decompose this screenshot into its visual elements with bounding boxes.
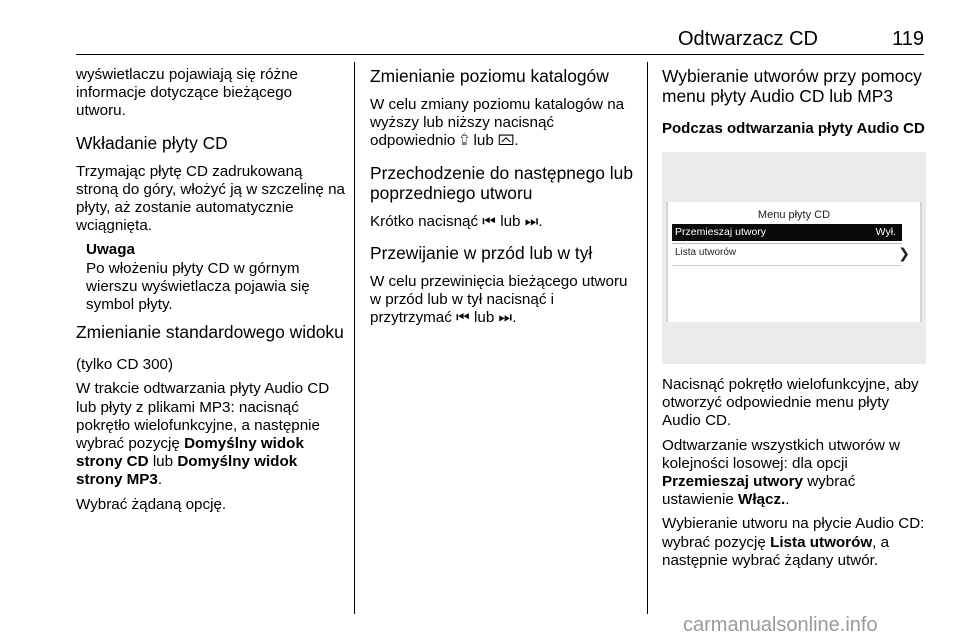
note-text: Po włożeniu płyty CD w górnym wierszu wyświetlacza pojawia się symbol płyty. [86, 259, 310, 314]
column-2 [370, 66, 640, 327]
option-mp3-view: Domyślny widok strony MP3 [76, 453, 298, 489]
folder-level-text: W celu zmiany poziomu katalogów na wyższy lub niższy nacisnąć odpowiednio ⮸ lub ⮹. [370, 96, 625, 150]
page-number: 119 [892, 28, 924, 50]
insert-cd-text: Trzymając płytę CD zadrukowaną stroną do góry, włożyć ją w szczelinę na płyty, aż zostanie automatycznie wciągnięta. [76, 162, 345, 235]
option-shuffle: Przemieszaj utwory [662, 473, 803, 491]
menu-separator [672, 265, 902, 266]
menu-item-label: Przemieszaj utwory [675, 226, 767, 238]
option-track-list: Lista utworów [770, 533, 873, 551]
track-skip-text: Krótko nacisnąć ⏮︎ lub ⏭︎. [370, 212, 543, 230]
track-skip-heading: Przechodzenie do następnego lub poprzedniego utworu [370, 162, 633, 203]
menu-item-shuffle [672, 224, 902, 241]
display-screenshot [662, 152, 926, 364]
menu-item-track-list [675, 245, 910, 261]
column-3 [662, 66, 930, 570]
note-block [76, 241, 346, 314]
option-cd-view: Domyślny widok strony CD [76, 435, 304, 471]
model-note: (tylko CD 300) [76, 356, 174, 374]
fast-wind-heading: Przewijanie w przód lub w tył [370, 242, 593, 263]
default-view-heading: Zmienianie standardowego widoku [76, 322, 344, 343]
menu-item-value: Wył. [875, 226, 896, 238]
column-1 [76, 66, 346, 514]
track-list-text: Wybieranie utworu na płycie Audio CD: wybrać pozycję Lista utworów, a następnie wybrać żądany utwór. [662, 515, 925, 569]
page-header [76, 28, 924, 55]
menu-item-label: Lista utworów [675, 247, 737, 258]
chevron-right-icon: ❯ [898, 245, 910, 261]
fast-wind-text: W celu przewinięcia bieżącego utworu w przód lub w tył nacisnąć i przytrzymać ⏮︎ lub ⏭︎. [370, 272, 628, 327]
shuffle-text: Odtwarzanie wszystkich utworów w kolejności losowej: dla opcji Przemieszaj utwory wybrać ustawienie Włącz.. [662, 436, 901, 509]
menu-separator [672, 243, 902, 244]
folder-up-icon: ⮸ [459, 132, 470, 150]
skip-forward-icon: ⏭︎ [524, 212, 539, 230]
skip-back-icon: ⏮︎ [456, 309, 470, 327]
choose-option-text: Wybrać żądaną opcję. [76, 495, 227, 513]
insert-cd-heading: Wkładanie płyty CD [76, 132, 228, 153]
option-on: Włącz. [738, 491, 786, 509]
cd-menu-screen [666, 202, 922, 322]
folder-down-icon: ⮹ [498, 132, 515, 150]
column-divider [354, 62, 355, 614]
column-divider [647, 62, 648, 614]
note-label: Uwaga [86, 241, 135, 259]
folder-level-heading: Zmienianie poziomu katalogów [370, 66, 609, 86]
default-view-text: W trakcie odtwarzania płyty Audio CD lub płyty z plikami MP3: nacisnąć pokrętło wielofunkcyjne, a następnie wybrać pozycję Domyślny widok strony CD lub Domyślny widok strony MP3. [76, 380, 330, 489]
open-menu-text: Nacisnąć pokrętło wielofunkcyjne, aby otworzyć odpowiednie menu płyty Audio CD. [662, 376, 919, 430]
skip-forward-icon: ⏭︎ [498, 309, 513, 327]
skip-back-icon: ⏮︎ [482, 212, 496, 230]
track-select-heading: Wybieranie utworów przy pomocy menu płyty Audio CD lub MP3 [662, 66, 922, 106]
page-title: Odtwarzacz CD [677, 28, 818, 50]
audio-cd-subheading: Podczas odtwarzania płyty Audio CD [662, 120, 925, 137]
menu-title: Menu płyty CD [757, 209, 831, 221]
intro-text: wyświetlaczu pojawiają się różne informacje dotyczące bieżącego utworu. [76, 66, 299, 120]
watermark: carmanualsonline.info [683, 614, 878, 636]
